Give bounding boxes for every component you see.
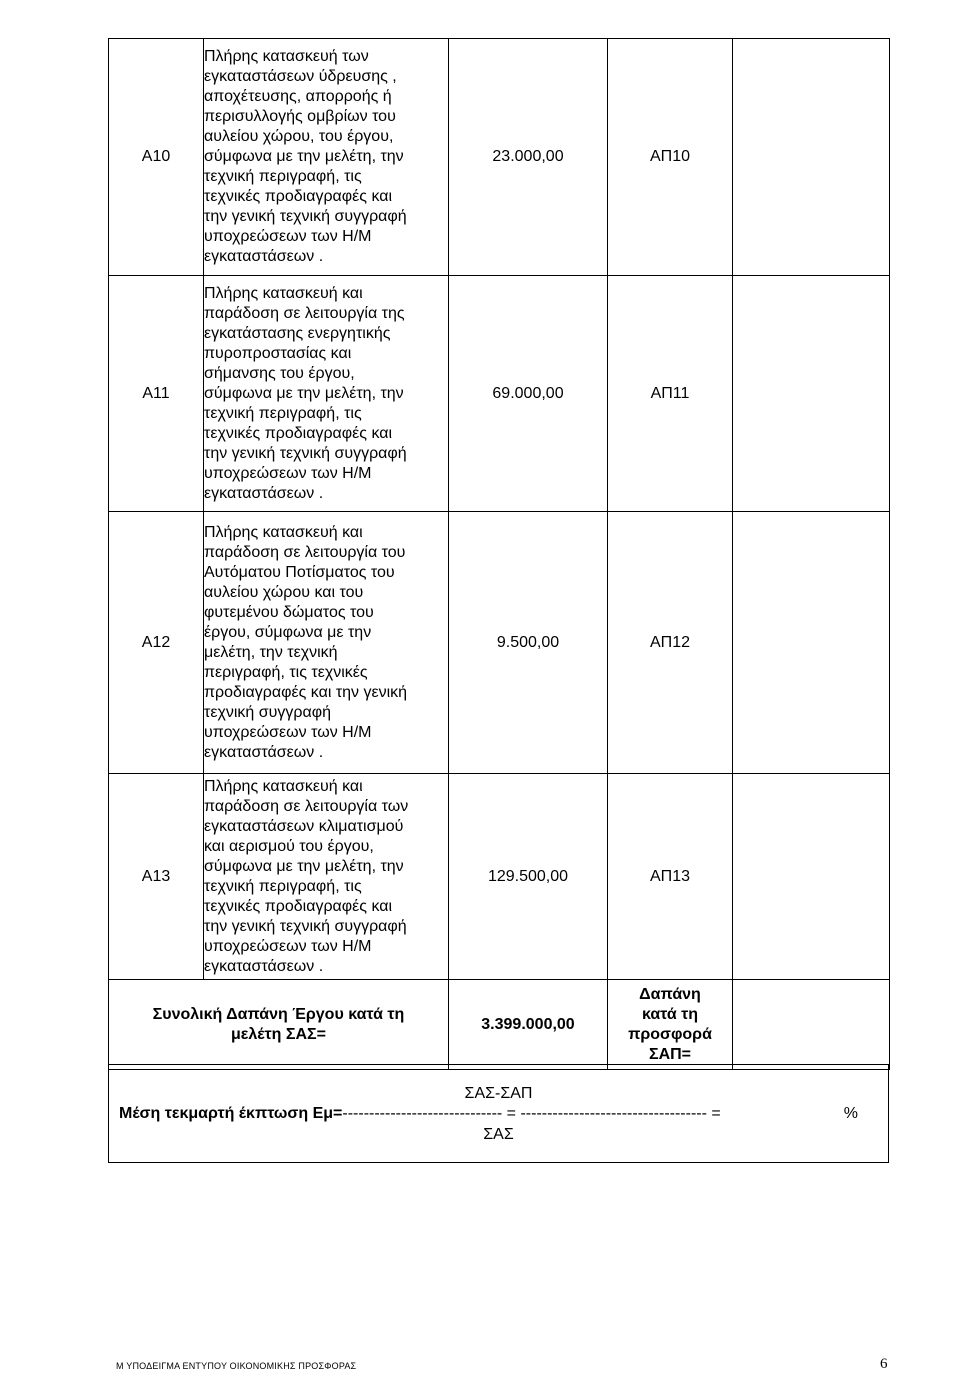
item-code: Α12 xyxy=(109,512,204,774)
item-code: Α11 xyxy=(109,276,204,512)
formula-percent: % xyxy=(843,1105,858,1122)
item-code: Α10 xyxy=(109,39,204,276)
item-amount: 9.500,00 xyxy=(449,512,608,774)
formula-line xyxy=(119,1105,721,1123)
table-row xyxy=(109,39,890,276)
item-amount: 69.000,00 xyxy=(449,276,608,512)
item-reference: ΑΠ12 xyxy=(608,512,733,774)
formula-numerator: ΣΑΣ-ΣΑΠ xyxy=(464,1085,533,1102)
table-row xyxy=(109,774,890,980)
table-row xyxy=(109,512,890,774)
item-description: Πλήρης κατασκευή και παράδοση σε λειτουργία των εγκαταστάσεων κλιματισμού και αερισμού του έργου, σύμφωνα με την μελέτη, την τεχνική περιγραφή, τις τεχνικές προδιαγραφές και την γενική τεχνική συγγραφή υποχρεώσεων των Η/Μ εγκαταστάσεων . xyxy=(204,774,449,980)
item-description: Πλήρης κατασκευή και παράδοση σε λειτουργία του Αυτόματου Ποτίσματος του αυλείου χώρου και του φυτεμένου δώματος του έργου, σύμφωνα με την μελέτη, την τεχνική περιγραφή, τις τεχνικές προδιαγραφές και την γενική τεχνική συγγραφή υποχρεώσεων των Η/Μ εγκαταστάσεων . xyxy=(204,512,449,774)
formula-expression: ------------------------------ = ----------------------------------- = xyxy=(342,1105,721,1122)
item-amount: 23.000,00 xyxy=(449,39,608,276)
item-amount: 129.500,00 xyxy=(449,774,608,980)
total-offer-label: Δαπάνη κατά τη προσφορά ΣΑΠ= xyxy=(608,980,733,1070)
offer-price-cell[interactable] xyxy=(733,39,890,276)
total-offer-cell[interactable] xyxy=(733,980,890,1070)
total-label: Συνολική Δαπάνη Έργου κατά τη μελέτη ΣΑΣ= xyxy=(109,980,449,1070)
discount-formula-box xyxy=(108,1064,889,1163)
formula-label: Μέση τεκμαρτή έκπτωση Εμ= xyxy=(119,1105,343,1122)
total-row xyxy=(109,980,890,1070)
item-reference: ΑΠ13 xyxy=(608,774,733,980)
footer-label: Μ ΥΠΟΔΕΙΓΜΑ ΕΝΤΥΠΟΥ ΟΙΚΟΝΟΜΙΚΗΣ ΠΡΟΣΦΟΡΑΣ xyxy=(116,1361,357,1371)
item-code: Α13 xyxy=(109,774,204,980)
item-reference: ΑΠ10 xyxy=(608,39,733,276)
item-description: Πλήρης κατασκευή και παράδοση σε λειτουργία της εγκατάστασης ενεργητικής πυροπροστασίας και σήμανσης του έργου, σύμφωνα με την μελέτη, την τεχνική περιγραφή, τις τεχνικές προδιαγραφές και την γενική τεχνική συγγραφή υποχρεώσεων των Η/Μ εγκαταστάσεων . xyxy=(204,276,449,512)
item-reference: ΑΠ11 xyxy=(608,276,733,512)
formula-denominator: ΣΑΣ xyxy=(483,1126,514,1143)
page-number: 6 xyxy=(880,1356,888,1372)
offer-price-cell[interactable] xyxy=(733,512,890,774)
offer-price-cell[interactable] xyxy=(733,276,890,512)
offer-price-cell[interactable] xyxy=(733,774,890,980)
total-amount: 3.399.000,00 xyxy=(449,980,608,1070)
pricing-table xyxy=(108,38,890,1070)
table-row xyxy=(109,276,890,512)
item-description: Πλήρης κατασκευή των εγκαταστάσεων ύδρευσης , αποχέτευσης, απορροής ή περισυλλογής ομβρίων του αυλείου χώρου, του έργου, σύμφωνα με την μελέτη, την τεχνική περιγραφή, τις τεχνικές προδιαγραφές και την γενική τεχνική συγγραφή υποχρεώσεων των Η/Μ εγκαταστάσεων . xyxy=(204,39,449,276)
